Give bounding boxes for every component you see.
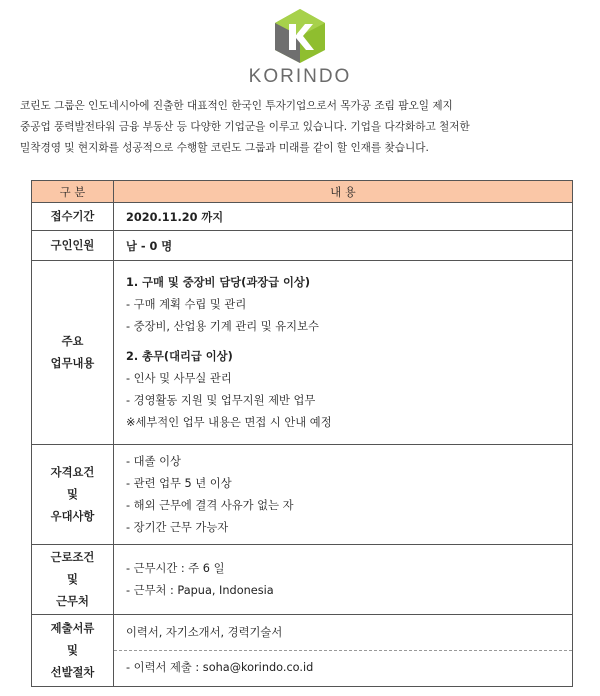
headcount-value: 남 - 0 명 bbox=[114, 231, 573, 261]
intro-line: 중공업 풍력발전타워 금융 부동산 등 다양한 기업군을 이루고 있습니다. 기업을 다각화하고 철저한 bbox=[20, 121, 470, 133]
table-row bbox=[32, 203, 573, 231]
qualification-item: - 해외 근무에 결격 사유가 없는 자 bbox=[126, 498, 294, 512]
intro-line: 코린도 그룹은 인도네시아에 진출한 대표적인 한국인 투자기업으로서 목가공 조림 팜오일 제지 bbox=[20, 100, 453, 112]
duties-content bbox=[114, 261, 573, 445]
intro-paragraph bbox=[20, 96, 580, 159]
duty-item: - 구매 계획 수립 및 관리 bbox=[126, 297, 247, 311]
duty-section-title: 2. 총무(대리급 이상) bbox=[126, 349, 233, 363]
conditions-label-line: 및 bbox=[67, 572, 78, 586]
conditions-label bbox=[32, 545, 114, 615]
table-header-row bbox=[32, 181, 573, 203]
duty-section-title: 1. 구매 및 중장비 담당(과장급 이상) bbox=[126, 275, 311, 289]
documents-label-line: 선발절차 bbox=[50, 665, 95, 679]
header-category: 구 분 bbox=[32, 181, 114, 203]
deadline-value: 2020.11.20 까지 bbox=[114, 203, 573, 231]
table-row bbox=[32, 445, 573, 545]
qualifications-content bbox=[114, 445, 573, 545]
deadline-label: 접수기간 bbox=[32, 203, 114, 231]
conditions-label-line: 근무처 bbox=[56, 594, 89, 608]
header-content: 내 용 bbox=[114, 181, 573, 203]
required-documents: 이력서, 자기소개서, 경력기술서 bbox=[126, 626, 283, 639]
qualification-item: - 대졸 이상 bbox=[126, 454, 181, 468]
duty-item: - 인사 및 사무실 관리 bbox=[126, 371, 232, 385]
qualifications-label-line: 우대사항 bbox=[50, 509, 95, 523]
qualification-item: - 관련 업무 5 년 이상 bbox=[126, 476, 232, 490]
brand-name: KORINDO bbox=[248, 66, 352, 87]
conditions-label-line: 근로조건 bbox=[50, 550, 95, 564]
condition-item: - 근무시간 : 주 6 일 bbox=[126, 561, 225, 575]
condition-item: - 근무처 : Papua, Indonesia bbox=[126, 583, 274, 597]
documents-label-line: 제출서류 bbox=[50, 621, 95, 635]
documents-label bbox=[32, 615, 114, 687]
submission-email: - 이력서 제출 : soha@korindo.co.id bbox=[114, 650, 572, 685]
korindo-logo-icon bbox=[272, 8, 328, 64]
duty-item: - 중장비, 산업용 기계 관리 및 유지보수 bbox=[126, 319, 319, 333]
duties-label bbox=[32, 261, 114, 445]
intro-line: 밀착경영 및 현지화를 성공적으로 수행할 코린도 그룹과 미래를 같이 할 인재를 찾습니다. bbox=[20, 142, 429, 154]
qualification-item: - 장기간 근무 가능자 bbox=[126, 520, 229, 534]
duty-item: - 경영활동 지원 및 업무지원 제반 업무 bbox=[126, 393, 316, 407]
conditions-content bbox=[114, 545, 573, 615]
table-row bbox=[32, 615, 573, 687]
documents-label-line: 및 bbox=[67, 643, 78, 657]
headcount-label: 구인인원 bbox=[32, 231, 114, 261]
table-row bbox=[32, 545, 573, 615]
duty-note: ※세부적인 업무 내용은 면접 시 안내 예정 bbox=[126, 415, 332, 429]
duties-label-line: 업무내용 bbox=[50, 356, 95, 370]
table-row bbox=[32, 231, 573, 261]
company-logo bbox=[0, 8, 600, 64]
job-details-table bbox=[31, 180, 573, 687]
qualifications-label bbox=[32, 445, 114, 545]
documents-content bbox=[114, 615, 573, 687]
qualifications-label-line: 및 bbox=[67, 487, 78, 501]
qualifications-label-line: 자격요건 bbox=[50, 465, 95, 479]
table-row bbox=[32, 261, 573, 445]
duties-label-line: 주요 bbox=[61, 334, 84, 348]
